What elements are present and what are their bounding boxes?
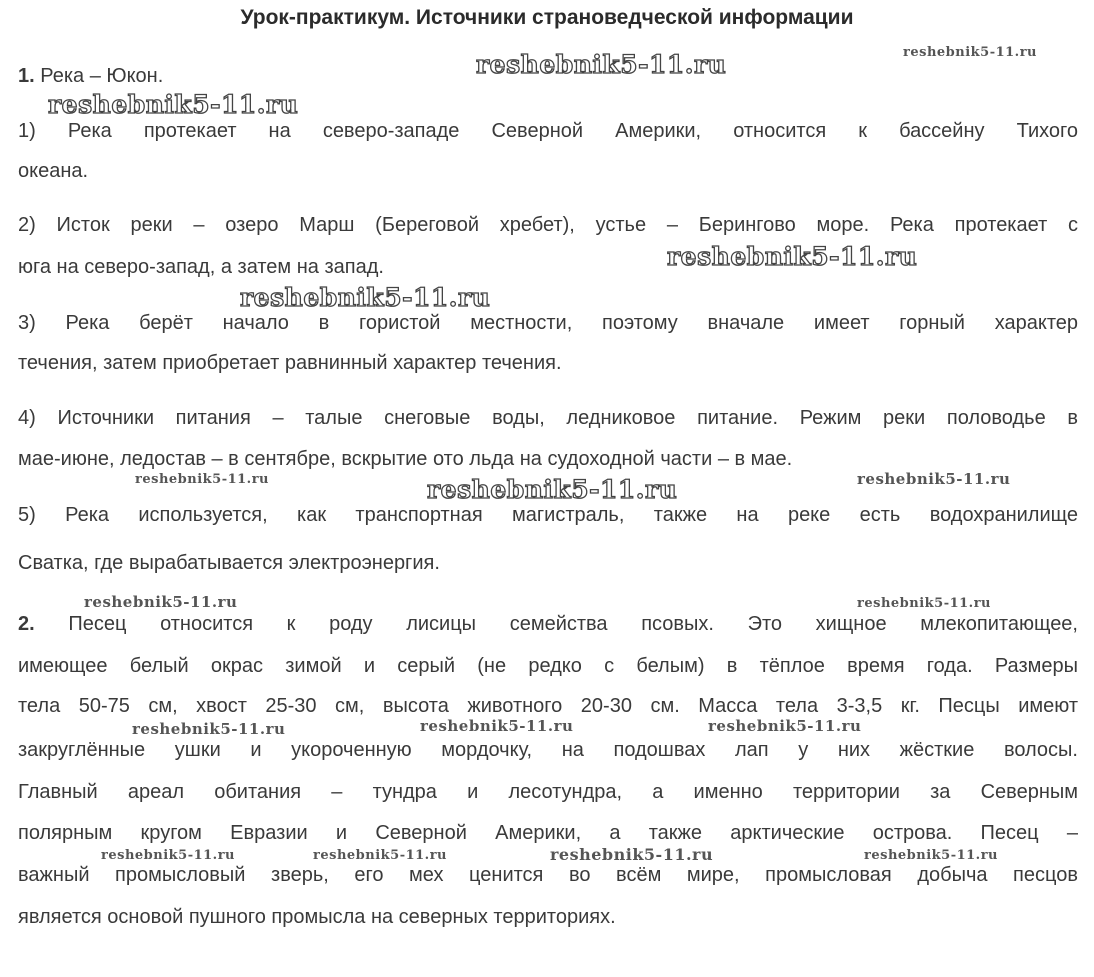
watermark: reshebnik5-11.ru [420,717,574,735]
section-2-line: является основой пушного промысла на северных территориях. [18,906,616,928]
section-1-heading-text: Река – Юкон. [34,65,164,87]
watermark: reshebnik5-11.ru [313,848,448,863]
section-2-line: тела 50-75 см, хвост 25-30 см, высота животного 20-30 см. Масса тела 3-3,5 кг. Песцы имеют [18,695,1078,717]
section-2-line: закруглённые ушки и укороченную мордочку, на подошвах лап у них жёсткие волосы. [18,739,1078,761]
section-1-line: 1) Река протекает на северо-западе Северной Америки, относится к бассейну Тихого [18,120,1078,142]
watermark: reshebnik5-11.ru [84,593,238,611]
section-2-line: Главный ареал обитания – тундра и лесотундра, а именно территории за Северным [18,781,1078,803]
section-2-first-line [18,612,1078,636]
watermark: reshebnik5-11.ru [48,90,299,119]
watermark: reshebnik5-11.ru [903,45,1038,60]
watermark: reshebnik5-11.ru [476,50,727,79]
watermark: reshebnik5-11.ru [101,848,236,863]
section-1-line: 2) Исток реки – озеро Марш (Береговой хребет), устье – Берингово море. Река протекает с [18,214,1078,236]
section-1-line: 3) Река берёт начало в гористой местности, поэтому вначале имеет горный характер [18,312,1078,334]
section-2-line: имеющее белый окрас зимой и серый (не редко с белым) в тёплое время года. Размеры [18,655,1078,677]
watermark: reshebnik5-11.ru [708,717,862,735]
section-1-line: океана. [18,160,89,182]
section-1-line: юга на северо-запад, а затем на запад. [18,256,384,278]
section-1-line: мае-июне, ледостав – в сентябре, вскрытие ото льда на судоходной части – в мае. [18,448,793,470]
section-1-line: 4) Источники питания – талые снеговые воды, ледниковое питание. Режим реки половодье в [18,407,1078,429]
section-2-line: важный промысловый зверь, его мех ценится во всём мире, промысловая добыча песцов [18,864,1078,886]
page-title: Урок-практикум. Источники страноведческой информации [240,6,854,29]
watermark: reshebnik5-11.ru [667,242,918,271]
watermark: reshebnik5-11.ru [427,475,678,504]
watermark: reshebnik5-11.ru [132,720,286,738]
watermark: reshebnik5-11.ru [864,848,999,863]
watermark: reshebnik5-11.ru [857,596,992,611]
watermark: reshebnik5-11.ru [135,472,270,487]
section-1-line: Сватка, где вырабатывается электроэнергия. [18,552,440,574]
section-2-line: полярным кругом Евразии и Северной Америки, а также арктические острова. Песец – [18,822,1078,844]
watermark: reshebnik5-11.ru [857,470,1011,488]
section-1-number: 1. [18,65,35,87]
section-1-line: 5) Река используется, как транспортная магистраль, также на реке есть водохранилище [18,504,1078,526]
section-2-number: 2. [18,613,35,635]
watermark: reshebnik5-11.ru [550,845,714,864]
section-1-line: течения, затем приобретает равнинный характер течения. [18,352,562,374]
watermark: reshebnik5-11.ru [240,283,491,312]
section-2-first-line-text: Песец относится к роду лисицы семейства псовых. Это хищное млекопитающее, [34,613,1078,635]
